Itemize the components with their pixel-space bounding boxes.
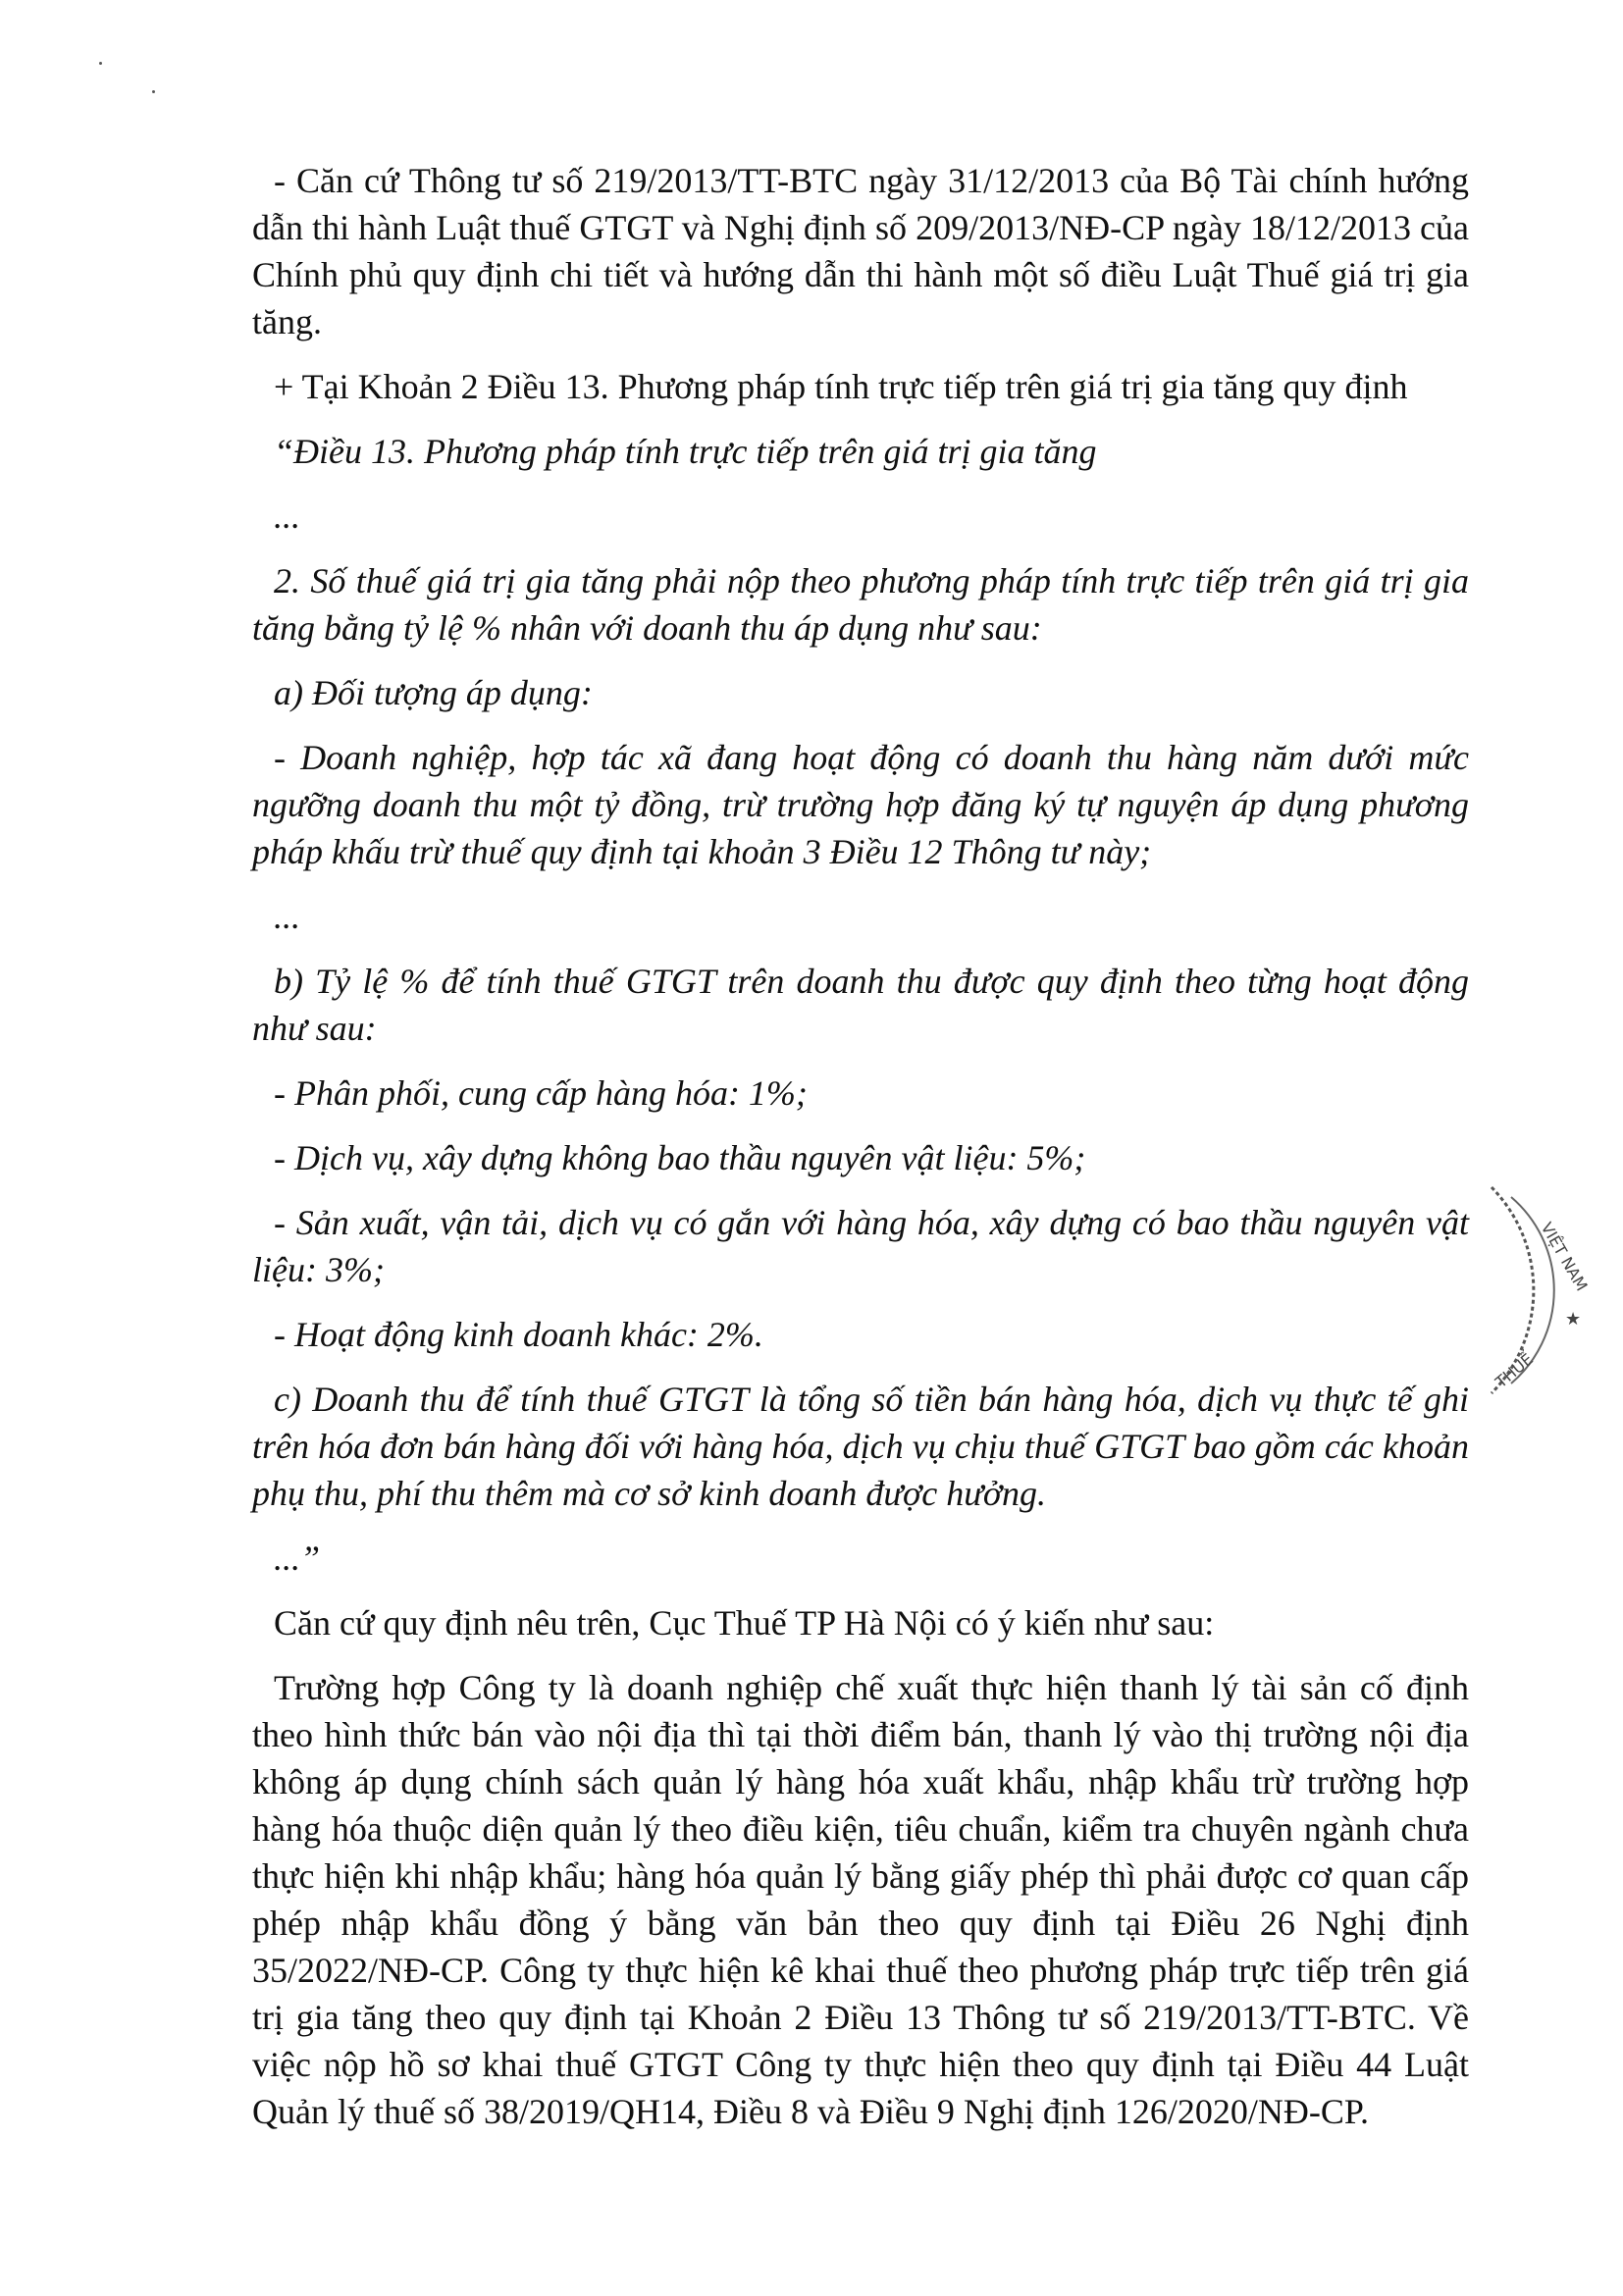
paragraph-legal-basis: - Căn cứ Thông tư số 219/2013/TT-BTC ngày 31/12/2013 của Bộ Tài chính hướng dẫn thi hành Luật thuế GTGT và Nghị định số 209/2013/NĐ-CP ngày 18/12/2013 của Chính phủ quy định chi tiết và hướng dẫn thi hành một số điều Luật Thuế giá trị gia tăng. (252, 161, 1469, 341)
svg-text:★: ★ (1565, 1309, 1582, 1330)
stamp-text-top: VIỆT NAM (1537, 1219, 1592, 1294)
quote-clause-c: c) Doanh thu để tính thuế GTGT là tổng số tiền bán hàng hóa, dịch vụ thực tế ghi trên hóa đơn bán hàng đối với hàng hóa, dịch vụ chịu thuế GTGT bao gồm các khoản phụ thu, phí thu thêm mà cơ sở kinh doanh được hưởng. (252, 1380, 1469, 1513)
paragraph-article-reference: + Tại Khoản 2 Điều 13. Phương pháp tính trực tiếp trên giá trị gia tăng quy định (274, 367, 1408, 406)
stamp-text-bottom: THUẾ (1492, 1349, 1537, 1392)
quote-clause-b: b) Tỷ lệ % để tính thuế GTGT trên doanh thu được quy định theo từng hoạt động như sau: (252, 962, 1469, 1048)
quote-clause-b-item-1: - Phân phối, cung cấp hàng hóa: 1%; (274, 1073, 808, 1113)
document-body (252, 157, 1469, 2153)
quote-ellipsis: ... (274, 496, 300, 536)
quote-clause-b-item-3: - Sản xuất, vận tải, dịch vụ có gắn với hàng hóa, xây dựng có bao thầu nguyên vật liệu: 3%; (252, 1203, 1469, 1289)
paragraph-conclusion: Trường hợp Công ty là doanh nghiệp chế xuất thực hiện thanh lý tài sản cố định theo hình thức bán vào nội địa thì tại thời điểm bán, thanh lý vào thị trường nội địa không áp dụng chính sách quản lý hàng hóa xuất khẩu, nhập khẩu trừ trường hợp hàng hóa thuộc diện quản lý theo điều kiện, tiêu chuẩn, kiểm tra chuyên ngành chưa thực hiện khi nhập khẩu; hàng hóa quản lý bằng giấy phép thì phải được cơ quan cấp phép nhập khẩu đồng ý bằng văn bản theo quy định tại Điều 26 Nghị định 35/2022/NĐ-CP. Công ty thực hiện kê khai thuế theo phương pháp trực tiếp trên giá trị gia tăng theo quy định tại Khoản 2 Điều 13 Thông tư số 219/2013/TT-BTC. Về việc nộp hồ sơ khai thuế GTGT Công ty thực hiện theo quy định tại Điều 44 Luật Quản lý thuế số 38/2019/QH14, Điều 8 và Điều 9 Nghị định 126/2020/NĐ-CP. (252, 1668, 1469, 2131)
quote-article-title: “Điều 13. Phương pháp tính trực tiếp trên giá trị gia tăng (274, 432, 1097, 471)
quote-ellipsis: ... (274, 897, 300, 936)
quote-clause-b-item-2: - Dịch vụ, xây dựng không bao thầu nguyên vật liệu: 5%; (274, 1138, 1086, 1177)
quote-clause-a: a) Đối tượng áp dụng: (274, 673, 593, 712)
paragraph-tax-office-opinion: Căn cứ quy định nêu trên, Cục Thuế TP Hà Nội có ý kiến như sau: (274, 1603, 1215, 1643)
quote-clause-a-item: - Doanh nghiệp, hợp tác xã đang hoạt động có doanh thu hàng năm dưới mức ngưỡng doanh thu một tỷ đồng, trừ trường hợp đăng ký tự nguyện áp dụng phương pháp khấu trừ thuế quy định tại khoản 3 Điều 12 Thông tư này; (252, 738, 1469, 871)
quote-clause-2: 2. Số thuế giá trị gia tăng phải nộp theo phương pháp tính trực tiếp trên giá trị gia tăng bằng tỷ lệ % nhân với doanh thu áp dụng như sau: (252, 561, 1469, 648)
official-stamp-icon (1472, 1168, 1619, 1413)
quote-ellipsis-close: ...” (274, 1539, 321, 1578)
quote-clause-b-item-4: - Hoạt động kinh doanh khác: 2%. (274, 1315, 763, 1354)
scan-speck (99, 62, 102, 65)
scan-speck (152, 90, 155, 93)
